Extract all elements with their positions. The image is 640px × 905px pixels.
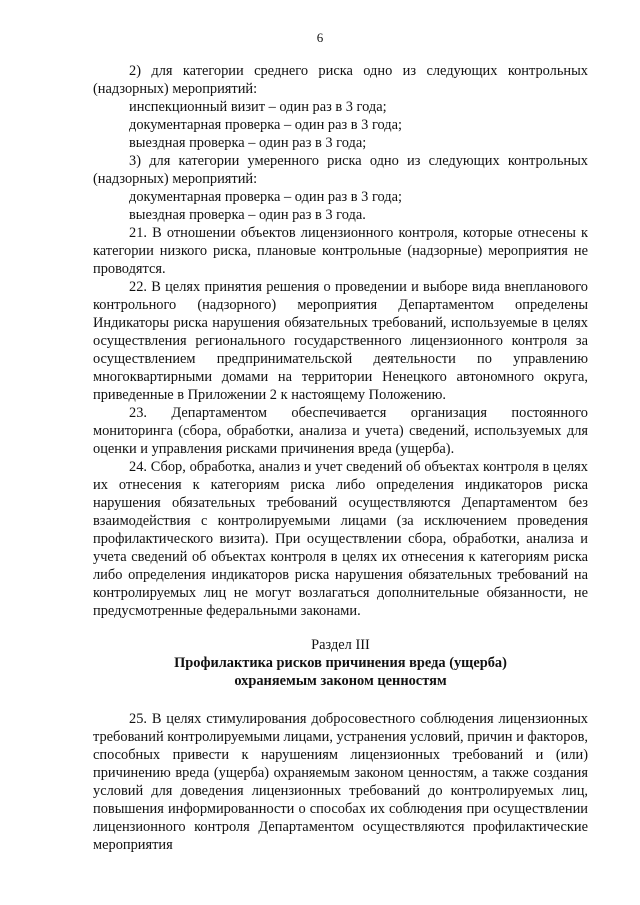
document-body xyxy=(93,62,588,854)
section-label: Раздел III xyxy=(311,637,370,653)
section-heading xyxy=(93,636,588,690)
paragraph: инспекционный визит – один раз в 3 года; xyxy=(129,99,387,115)
paragraph: 21. В отношении объектов лицензионного контроля, которые отнесены к категории низкого риска, плановые контрольные (надзорные) мероприятия не проводятся. xyxy=(93,225,588,277)
paragraph: 2) для категории среднего риска одно из следующих контрольных (надзорных) мероприятий: xyxy=(93,63,588,97)
page-number: 6 xyxy=(316,30,324,45)
paragraph-list xyxy=(93,62,588,620)
paragraph: 22. В целях принятия решения о проведении и выборе вида внепланового контрольного (надзорного) мероприятия Департаментом определены Индикаторы риска нарушения обязательных требований, используемые в целях осуществления регионального государственного лицензионного контроля за осуществлением предпринимательской деятельности по управлению многоквартирными домами на территории Ненецкого автономного округа, приведенные в Приложении 2 к настоящему Положению. xyxy=(93,279,588,403)
paragraph: выездная проверка – один раз в 3 года. xyxy=(129,207,366,223)
paragraph: 3) для категории умеренного риска одно из следующих контрольных (надзорных) мероприятий: xyxy=(93,153,588,187)
section-title-line-1: Профилактика рисков причинения вреда (ущерба) xyxy=(174,655,507,671)
paragraph: 24. Сбор, обработка, анализ и учет сведений об объектах контроля в целях их отнесения к категориям риска либо определения индикаторов риска нарушения обязательных требований осуществляются Департаментом без взаимодействия с контролируемыми лицами (за исключением проведения профилактического визита). При осуществлении сбора, обработки, анализа и учета сведений об объектах контроля в целях их отнесения к категориям риска либо определения индикаторов риска нарушения обязательных требований на контролируемых лиц не могут возлагаться дополнительные обязанности, не предусмотренные федеральными законами. xyxy=(93,459,588,619)
section-title-line-2: охраняемым законом ценностям xyxy=(234,673,447,689)
paragraph: документарная проверка – один раз в 3 года; xyxy=(129,117,402,133)
paragraph-25: 25. В целях стимулирования добросовестного соблюдения лицензионных требований контролируемыми лицами, устранения условий, причин и факторов, способных привести к нарушениям лицензионных требований и (или) причинению вреда (ущерба) охраняемым законом ценностям, а также создания условий для доведения лицензионных требований до контролируемых лиц, повышения информированности о способах их соблюдения при осуществлении лицензионного контроля Департаментом осуществляются профилактические мероприятия xyxy=(93,711,588,853)
paragraph: выездная проверка – один раз в 3 года; xyxy=(129,135,367,151)
paragraph: документарная проверка – один раз в 3 года; xyxy=(129,189,402,205)
paragraph: 23. Департаментом обеспечивается организация постоянного мониторинга (сбора, обработки, анализа и учета) сведений, используемых для оценки и управления рисками причинения вреда (ущерба). xyxy=(93,405,588,457)
